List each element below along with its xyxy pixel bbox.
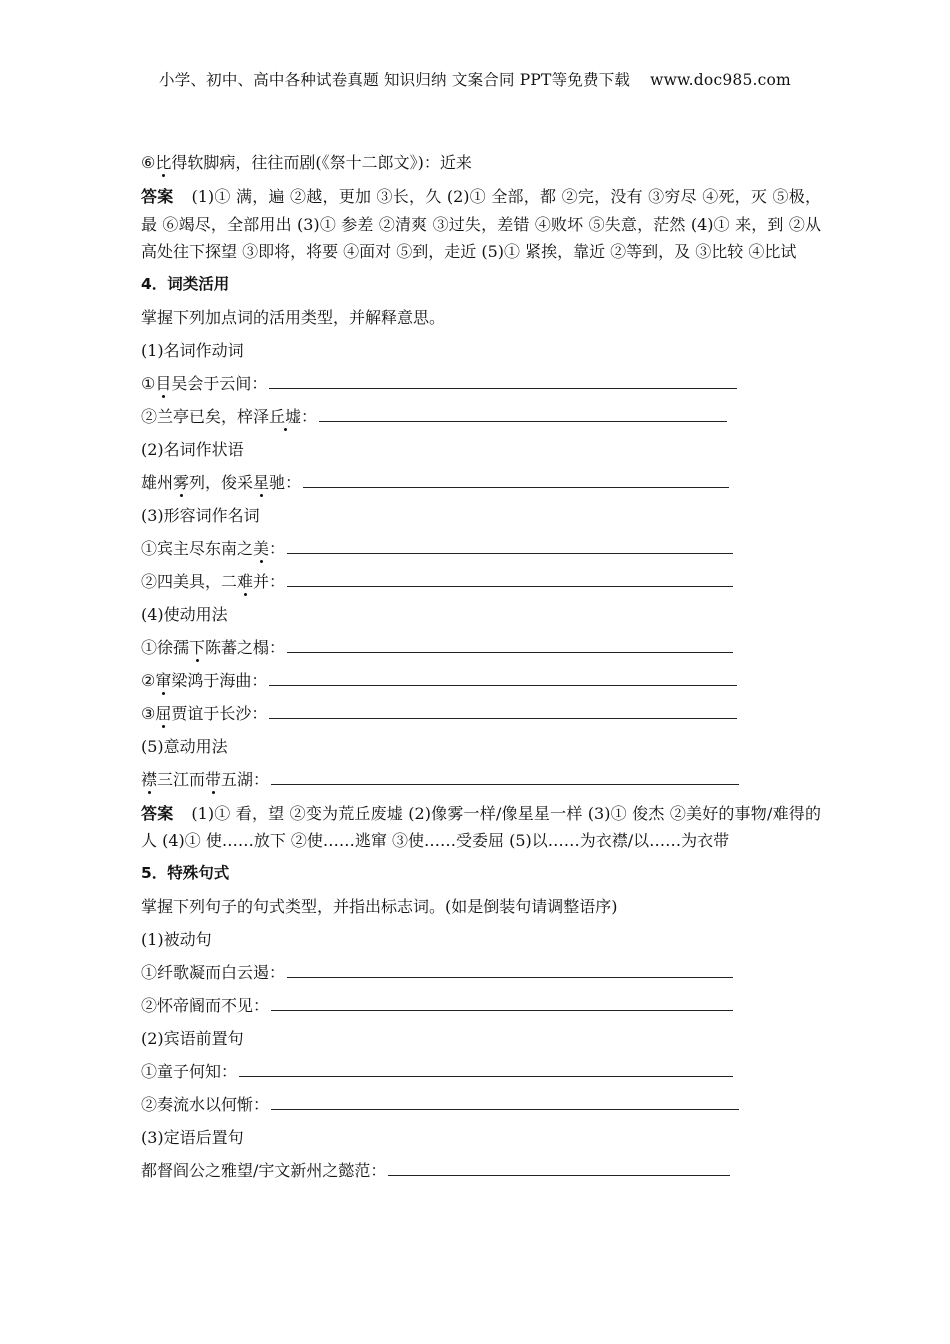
dotted-word: 目 [155, 367, 171, 400]
group-title: (2)宾语前置句 [141, 1028, 244, 1048]
answer-blank[interactable] [271, 1009, 733, 1011]
dotted-word: 星 [253, 466, 269, 499]
vocab-item-6 [141, 146, 821, 179]
item-text: ②兰亭已矣，梓泽 [141, 406, 270, 426]
page-header [0, 68, 950, 90]
section-heading-5: 5．特殊句式 [141, 863, 230, 882]
exercise-item [141, 466, 821, 499]
answer-blank[interactable] [239, 1075, 733, 1077]
exercise-item [141, 763, 821, 796]
item-text: ①纤歌凝而白云遏： [141, 962, 286, 982]
answer-blank[interactable] [269, 684, 737, 686]
item-text: ① [141, 373, 156, 393]
group-title: (2)名词作状语 [141, 439, 244, 459]
exercise-item [141, 697, 821, 730]
exercise-item [141, 367, 821, 400]
answer-blank[interactable] [287, 552, 733, 554]
item-text: 三江而 [157, 769, 206, 789]
dotted-word: 难 [237, 565, 253, 598]
answer-blank[interactable] [269, 717, 737, 719]
item-text: 驰： [269, 472, 302, 492]
answer-blank[interactable] [269, 387, 737, 389]
item-text: 梁鸿于海曲： [171, 670, 268, 690]
dotted-word: 丘墟 [269, 400, 301, 433]
item-text: ： [269, 538, 286, 558]
section-instruction-4: 掌握下列加点词的活用类型，并解释意思。 [141, 307, 446, 327]
exercise-item [141, 400, 821, 433]
section-instruction-5: 掌握下列句子的句式类型，并指出标志词。(如是倒装句请调整语序) [141, 896, 618, 916]
exercise-item [141, 1088, 821, 1121]
answer-blank[interactable] [303, 486, 729, 488]
answer-label: 答案 [141, 803, 174, 823]
answer-blank[interactable] [271, 1108, 739, 1110]
item-text: ①童子何知： [141, 1061, 238, 1081]
exercise-item [141, 989, 821, 1022]
answer-text: (1)① 满，遍 ②越，更加 ③长，久 (2)① 全部，都 ②完，没有 ③穷尽 ④死，灭 ⑤极，最 ⑥竭尽，全部用出 (3)① 参差 ②清爽 ③过失，差错 ④败坏 ⑤失意，茫然 (4)① 来，到 ②从高处往下探望 ③即将，将要 ④面对 ⑤到，走近 (5)① 紧挨，靠近 ②等到，及 ③比较 ④比试 [141, 187, 821, 261]
item-text: ②奏流水以何惭： [141, 1094, 270, 1114]
header-url[interactable]: www.doc985.com [650, 71, 791, 89]
item-text: ②怀帝阍而不见： [141, 995, 270, 1015]
group-title: (1)名词作动词 [141, 340, 244, 360]
item-text: 列，俊采 [189, 472, 254, 492]
answer-block-1 [141, 183, 821, 266]
dotted-word: 襟 [141, 763, 157, 796]
item-text: 得软脚病，往往而剧(《祭十二郎文》)：近来 [171, 153, 472, 172]
item-text: 贾谊于长沙： [171, 703, 268, 723]
item-text: 都督阎公之雅望/宇文新州之懿范： [141, 1160, 387, 1180]
exercise-item [141, 532, 821, 565]
item-text: ①宾主尽东南之 [141, 538, 254, 558]
exercise-item [141, 631, 821, 664]
item-text: 并： [253, 571, 286, 591]
dotted-word: 带 [205, 763, 221, 796]
section-heading-4: 4．词类活用 [141, 274, 230, 293]
answer-blank[interactable] [287, 651, 733, 653]
answer-blank[interactable] [287, 976, 733, 978]
item-text: 陈蕃之榻： [205, 637, 286, 657]
dotted-word: 比 [155, 146, 171, 179]
dotted-word: 下 [189, 631, 205, 664]
item-number: ⑥ [141, 153, 156, 172]
exercise-item [141, 565, 821, 598]
content [141, 146, 821, 1187]
answer-block-2 [141, 800, 821, 855]
answer-blank[interactable] [271, 783, 739, 785]
item-text: ①徐孺 [141, 637, 190, 657]
group-title: (1)被动句 [141, 929, 212, 949]
answer-blank[interactable] [319, 420, 727, 422]
dotted-word: 雾 [173, 466, 189, 499]
group-title: (3)形容词作名词 [141, 505, 260, 525]
exercise-item [141, 956, 821, 989]
dotted-word: 屈 [155, 697, 171, 730]
item-text: ②四美具，二 [141, 571, 238, 591]
dotted-word: 窜 [155, 664, 171, 697]
group-title: (3)定语后置句 [141, 1127, 244, 1147]
exercise-item [141, 1055, 821, 1088]
item-text: ③ [141, 703, 156, 723]
item-text: 雄州 [141, 472, 174, 492]
answer-blank[interactable] [388, 1174, 730, 1176]
item-text: 吴会于云间： [171, 373, 268, 393]
group-title: (5)意动用法 [141, 736, 228, 756]
exercise-item [141, 664, 821, 697]
item-text: ② [141, 670, 156, 690]
answer-blank[interactable] [287, 585, 733, 587]
item-text: 五湖： [221, 769, 270, 789]
item-text: ： [301, 406, 318, 426]
answer-text: (1)① 看，望 ②变为荒丘废墟 (2)像雾一样/像星星一样 (3)① 俊杰 ②美好的事物/难得的人 (4)① 使……放下 ②使……逃窜 ③使……受委屈 (5)以……为衣襟/以……为衣带 [141, 803, 821, 850]
dotted-word: 美 [253, 532, 269, 565]
group-title: (4)使动用法 [141, 604, 228, 624]
header-text: 小学、初中、高中各种试卷真题 知识归纳 文案合同 PPT等免费下载 [159, 71, 631, 89]
answer-label: 答案 [141, 187, 174, 206]
exercise-item [141, 1154, 821, 1187]
